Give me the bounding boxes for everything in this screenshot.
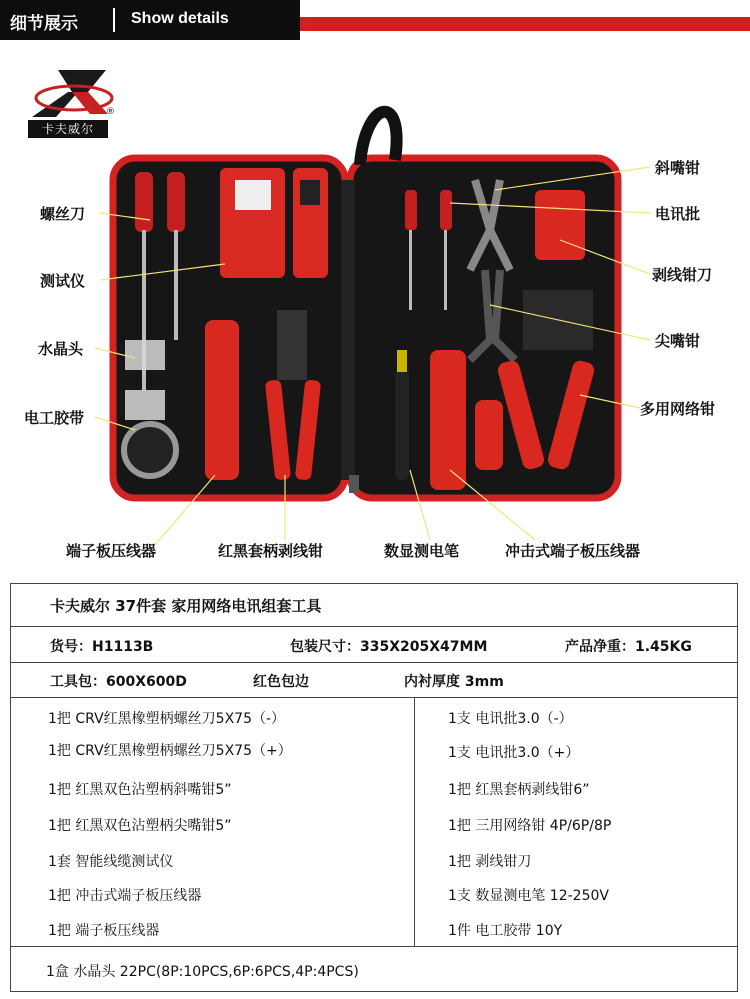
- spec-item-left: 1把 红黑双色沾塑柄尖嘴钳5”: [48, 818, 232, 834]
- callout-wire-stripper: 红黑套柄剥线钳: [218, 542, 324, 560]
- spec-item-right: 1支 电讯批3.0（-）: [448, 711, 573, 727]
- spec-item-left: 1把 CRV红黑橡塑柄螺丝刀5X75（-）: [48, 711, 286, 727]
- spec-item-right: 1支 数显测电笔 12-250V: [448, 888, 609, 904]
- spec-item-right: 1把 剥线钳刀: [448, 854, 532, 870]
- spec-package-size: 包装尺寸：335X205X47MM: [290, 639, 488, 655]
- spec-item-left: 1套 智能线缆测试仪: [48, 854, 174, 870]
- svg-text:®: ®: [106, 107, 115, 117]
- brand-logo-text: 卡夫威尔: [28, 120, 108, 138]
- spec-edge: 红色包边: [253, 674, 309, 690]
- spec-item-right: 1件 电工胶带 10Y: [448, 923, 563, 939]
- spec-net-weight: 产品净重：1.45KG: [565, 639, 692, 655]
- callout-crystal-head: 水晶头: [38, 340, 84, 358]
- spec-lining: 内衬厚度 3mm: [404, 674, 504, 690]
- header-bar: [0, 0, 750, 40]
- callout-telecom-screwdriver: 电讯批: [655, 205, 701, 223]
- spec-item-left: 1把 红黑双色沾塑柄斜嘴钳5”: [48, 782, 232, 798]
- callout-terminal-punch: 端子板压线器: [66, 542, 157, 560]
- spec-title: 卡夫威尔 37件套 家用网络电讯组套工具: [50, 597, 322, 615]
- spec-item-right: 1把 红黑套柄剥线钳6”: [448, 782, 590, 798]
- callout-diagonal-pliers: 斜嘴钳: [655, 159, 701, 177]
- callout-needle-nose-pliers: 尖嘴钳: [655, 332, 701, 350]
- header-red-stripe: [300, 17, 750, 31]
- callout-electrical-tape: 电工胶带: [24, 409, 85, 427]
- spec-bag: 工具包：600X600D: [50, 674, 187, 690]
- callout-network-crimper: 多用网络钳: [640, 400, 716, 418]
- spec-item-left: 1把 CRV红黑橡塑柄螺丝刀5X75（+）: [48, 743, 292, 759]
- callout-stripping-knife: 剥线钳刀: [652, 266, 713, 284]
- spec-item-right: 1把 三用网络钳 4P/6P/8P: [448, 818, 612, 834]
- callout-tester: 测试仪: [40, 272, 86, 290]
- callout-voltage-pen: 数显测电笔: [384, 542, 460, 560]
- spec-item-right: 1支 电讯批3.0（+）: [448, 745, 580, 761]
- spec-item-crystal-heads: 1盒 水晶头 22PC(8P:10PCS,6P:6PCS,4P:4PCS): [46, 964, 359, 980]
- header-title-cn: 细节展示: [10, 14, 78, 34]
- callout-screwdriver: 螺丝刀: [40, 205, 86, 223]
- spec-item-left: 1把 端子板压线器: [48, 923, 160, 939]
- callout-impact-punch: 冲击式端子板压线器: [505, 542, 641, 560]
- spec-item-left: 1把 冲击式端子板压线器: [48, 888, 202, 904]
- header-divider: [113, 8, 115, 32]
- spec-item-no: 货号：H1113B: [50, 639, 154, 655]
- product-photo: [105, 80, 625, 510]
- header-title-en: Show details: [131, 10, 229, 27]
